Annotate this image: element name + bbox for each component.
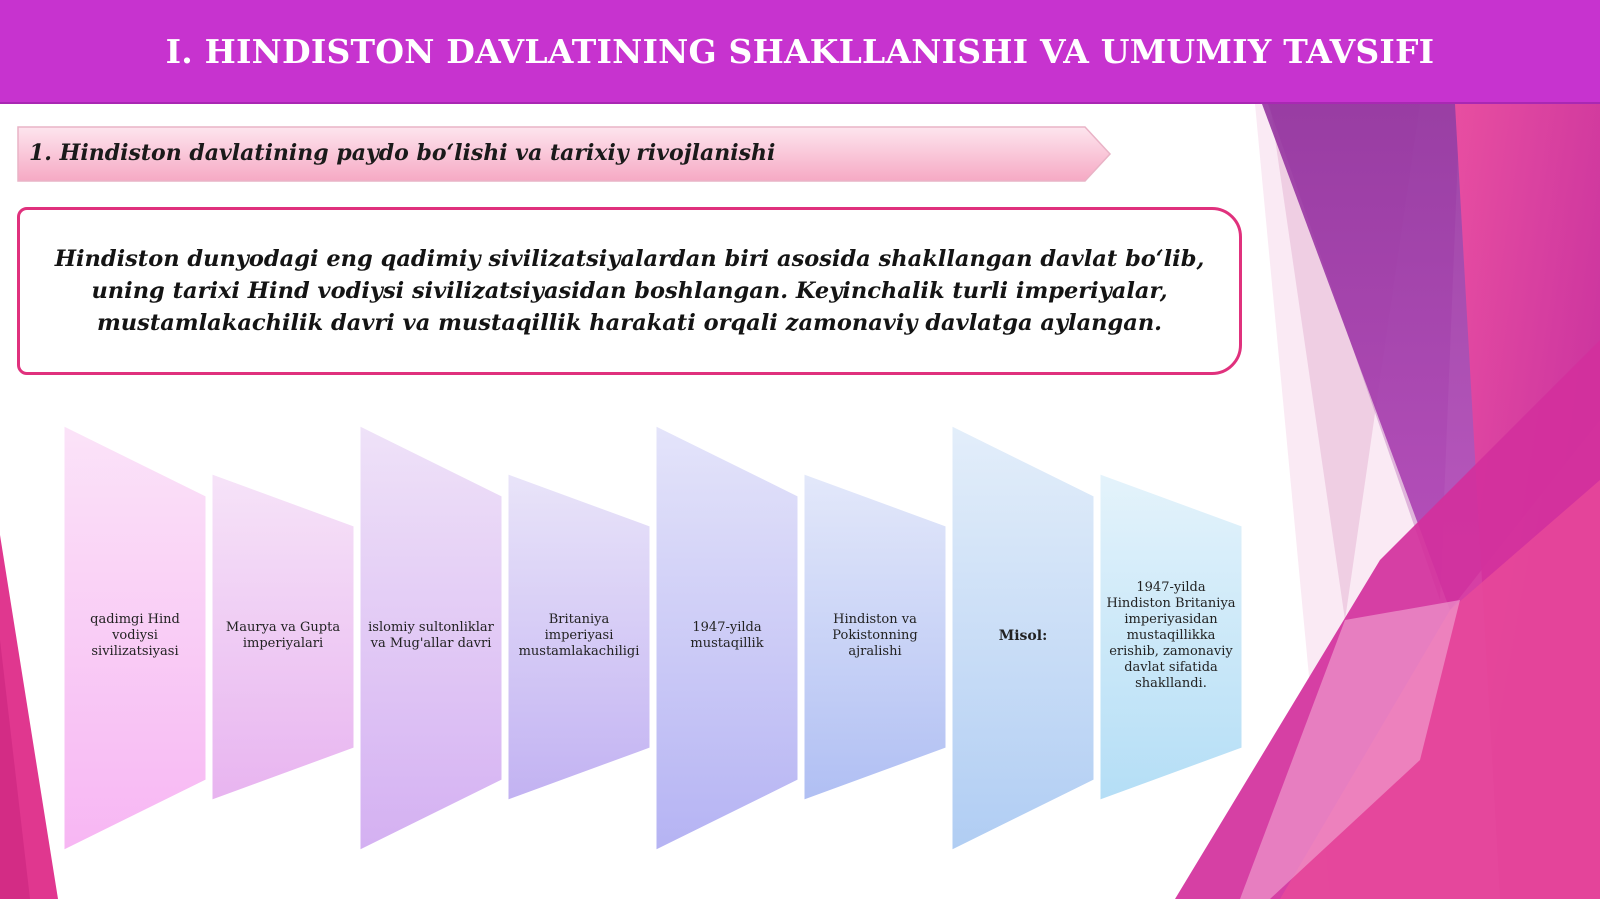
timeline-step — [212, 474, 354, 800]
timeline-step — [804, 474, 946, 800]
timeline-step — [64, 426, 206, 850]
timeline-step — [508, 474, 650, 800]
timeline-step-label: islomiy sultonliklar va Mug'allar davri — [368, 620, 494, 651]
timeline-step-label: Hindiston va Pokistonning ajralishi — [832, 612, 918, 659]
timeline-step-label: Britaniya imperiyasi mustamlakachiligi — [518, 612, 640, 659]
timeline-step — [1100, 474, 1242, 800]
timeline-step-label: 1947-yilda mustaqillik — [690, 620, 764, 651]
section-title: 1. Hindiston davlatining paydo bo‘lishi va tarixiy rivojlanishi — [29, 140, 776, 166]
timeline-step-label: Misol: — [998, 628, 1048, 644]
page-title: I. HINDISTON DAVLATINING SHAKLLANISHI VA UMUMIY TAVSIFI — [165, 31, 1435, 71]
timeline-step — [656, 426, 798, 850]
timeline-step — [952, 426, 1094, 850]
timeline-step-label: 1947-yilda Hindiston Britaniya imperiyasidan mustaqillikka erishib, zamonaviy davlat sifatida shakllandi. — [1106, 580, 1236, 691]
timeline-step — [360, 426, 502, 850]
timeline-step-label: Maurya va Gupta imperiyalari — [225, 620, 341, 651]
timeline-step-label: qadimgi Hind vodiysi sivilizatsiyasi — [90, 612, 180, 659]
description-text: Hindiston dunyodagi eng qadimiy sivilizatsiyalardan biri asosida shakllangan davlat bo‘lib, uning tarixi Hind vodiysi sivilizatsiyasidan boshlangan. Keyinchalik turli imperiyalar, mustamlakachilik davri va mustaqillik harakati orqali zamonaviy davlatga aylangan. — [54, 246, 1205, 336]
